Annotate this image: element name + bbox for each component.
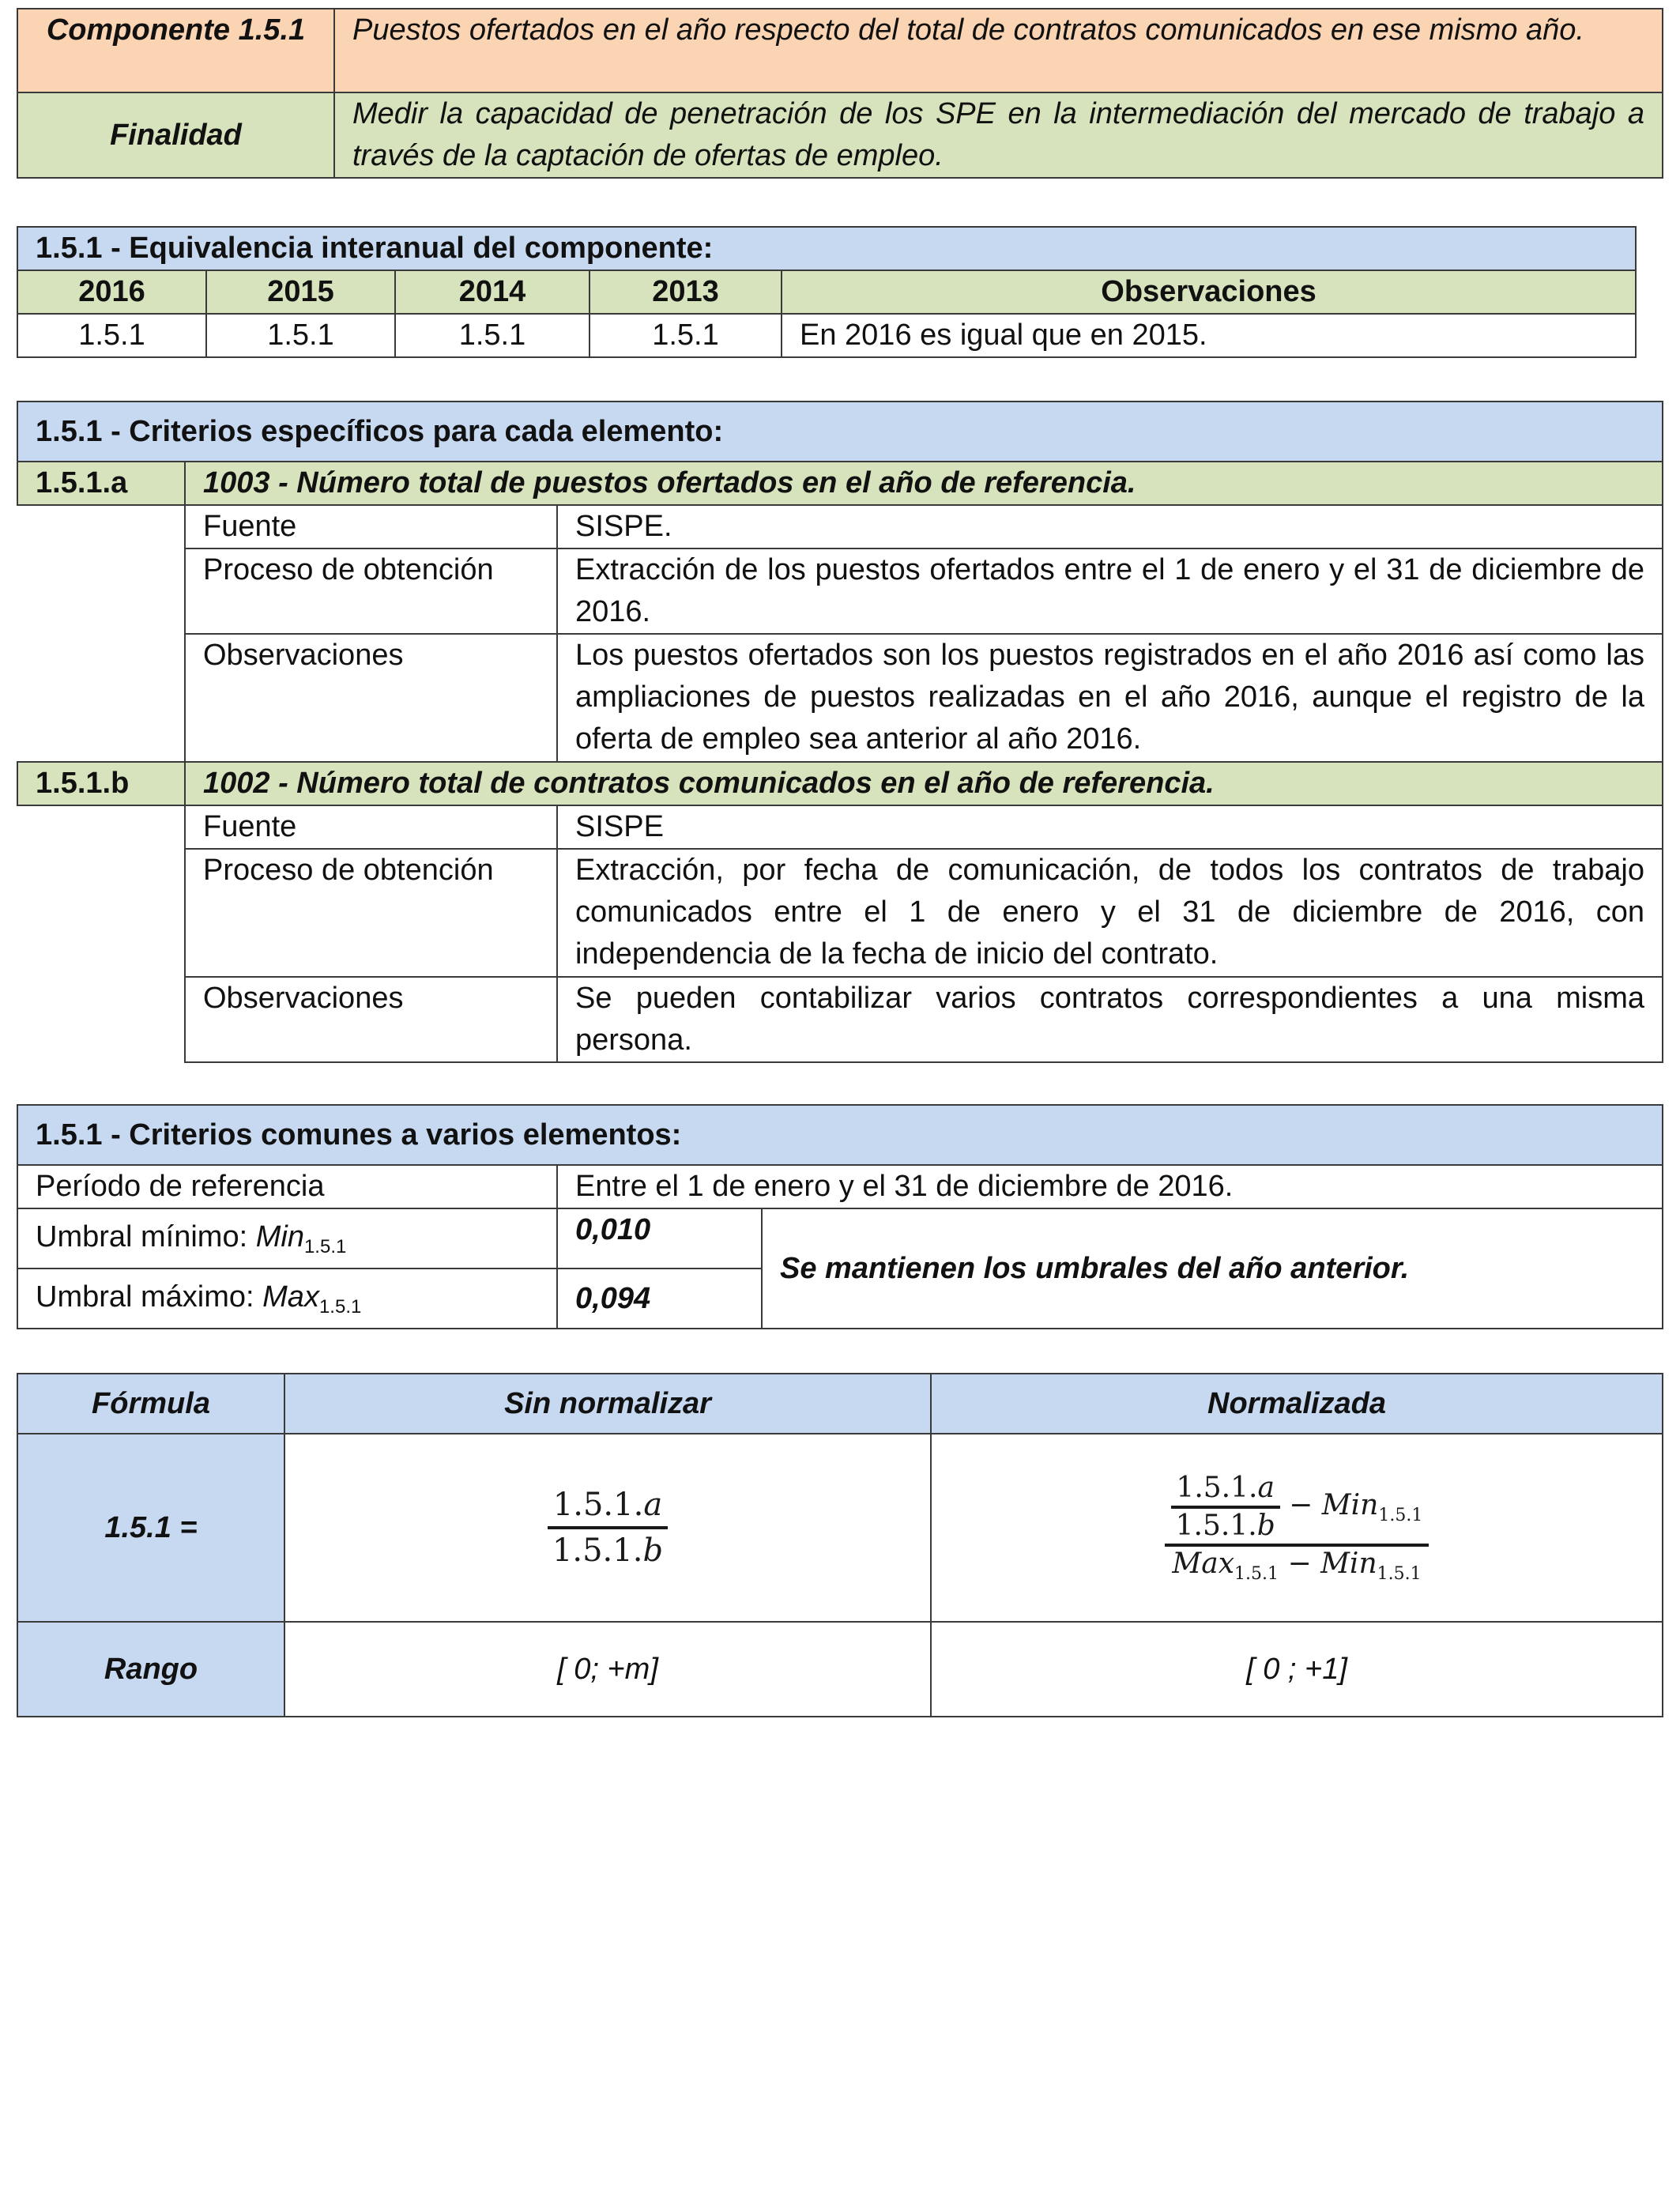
periodo-label: Período de referencia	[17, 1165, 557, 1208]
normalized-denominator	[1165, 1547, 1430, 1585]
cell-observaciones: En 2016 es igual que en 2015.	[782, 314, 1636, 357]
cell-2016: 1.5.1	[17, 314, 206, 357]
max-subscript: 1.5.1	[318, 1295, 362, 1318]
row-label: Observaciones	[185, 634, 557, 762]
equivalencia-title: 1.5.1 - Equivalencia interanual del componente:	[17, 227, 1636, 270]
min-term-sub: 1.5.1	[1377, 1563, 1422, 1584]
fraction-simple	[548, 1483, 668, 1572]
cell-2015: 1.5.1	[206, 314, 395, 357]
normalized-numerator	[1165, 1471, 1430, 1547]
rango-normalizada: [ 0 ; +1]	[931, 1622, 1663, 1717]
componente-text: Puestos ofertados en el año respecto del total de contratos comunicados en ese mismo año.	[334, 9, 1663, 92]
col-header-2014: 2014	[395, 270, 590, 314]
row-value: Los puestos ofertados son los puestos registrados en el año 2016 así como las ampliaciones de puestos realizadas en el año 2016, aunque el registro de la oferta de empleo sea anterior al año 2016.	[557, 634, 1663, 762]
element-code-b: 1.5.1.b	[17, 762, 185, 805]
finalidad-text: Medir la capacidad de penetración de los SPE en la intermediación del mercado de trabajo a través de la captación de ofertas de empleo.	[334, 92, 1663, 178]
especificos-title: 1.5.1 - Criterios específicos para cada elemento:	[17, 401, 1663, 462]
max-term: Max	[1172, 1547, 1235, 1580]
formula-sin-normalizar	[284, 1434, 931, 1622]
den-var: b	[642, 1532, 664, 1569]
normalizada-header: Normalizada	[931, 1374, 1663, 1434]
row-label: Fuente	[185, 805, 557, 849]
spacer-b	[17, 805, 185, 1062]
row-label: Proceso de obtención	[185, 548, 557, 634]
comunes-title: 1.5.1 - Criterios comunes a varios elementos:	[17, 1105, 1663, 1165]
fraction-numerator	[548, 1483, 668, 1529]
min-symbol: Min	[255, 1220, 304, 1253]
col-header-observaciones: Observaciones	[782, 270, 1636, 314]
row-value: Extracción, por fecha de comunicación, de todos los contratos de trabajo comunicados entre el 1 de enero y el 31 de diciembre de 2016, con independencia de la fecha de inicio del contrato.	[557, 849, 1663, 977]
fraction-denominator	[548, 1529, 668, 1572]
inner-num-var: a	[1257, 1471, 1275, 1504]
umbral-maximo-label	[17, 1269, 557, 1329]
umbrales-note: Se mantienen los umbrales del año anterior.	[762, 1208, 1663, 1329]
minus-sign: −	[1279, 1488, 1322, 1521]
equivalencia-table	[17, 226, 1637, 358]
cell-2014: 1.5.1	[395, 314, 590, 357]
col-header-2013: 2013	[590, 270, 782, 314]
inner-num-prefix: 1.5.1.	[1176, 1471, 1258, 1504]
max-symbol: Max	[262, 1280, 319, 1314]
element-code-a: 1.5.1.a	[17, 462, 185, 505]
periodo-value: Entre el 1 de enero y el 31 de diciembre de 2016.	[557, 1165, 1663, 1208]
criterios-especificos-table	[17, 401, 1663, 1063]
num-var: a	[643, 1487, 663, 1523]
min-term: Min	[1320, 1547, 1377, 1580]
umbral-minimo-label	[17, 1208, 557, 1269]
inner-den-prefix: 1.5.1.	[1175, 1509, 1257, 1542]
inner-denominator	[1171, 1509, 1280, 1544]
rango-label: Rango	[17, 1622, 284, 1717]
element-name-b: 1002 - Número total de contratos comunicados en el año de referencia.	[185, 762, 1663, 805]
row-value: Se pueden contabilizar varios contratos correspondientes a una misma persona.	[557, 977, 1663, 1062]
formula-header: Fórmula	[17, 1374, 284, 1434]
min-term-sub: 1.5.1	[1378, 1505, 1423, 1525]
umbral-minimo-value: 0,010	[557, 1208, 762, 1269]
col-header-2015: 2015	[206, 270, 395, 314]
den-prefix: 1.5.1.	[552, 1532, 643, 1569]
row-value: Extracción de los puestos ofertados entre el 1 de enero y el 31 de diciembre de 2016.	[557, 548, 1663, 634]
col-header-2016: 2016	[17, 270, 206, 314]
formula-table	[17, 1373, 1663, 1717]
inner-den-var: b	[1256, 1509, 1275, 1542]
inner-numerator	[1171, 1471, 1280, 1509]
row-label: Observaciones	[185, 977, 557, 1062]
sin-normalizar-header: Sin normalizar	[284, 1374, 931, 1434]
formula-normalizada	[931, 1434, 1663, 1622]
row-value: SISPE.	[557, 505, 1663, 548]
fraction-normalized	[1165, 1471, 1430, 1585]
max-term-sub: 1.5.1	[1234, 1563, 1279, 1584]
rango-sin-normalizar: [ 0; +m]	[284, 1622, 931, 1717]
inner-fraction	[1171, 1471, 1280, 1544]
row-value: SISPE	[557, 805, 1663, 849]
minus-sign: −	[1279, 1547, 1321, 1580]
row-label: Proceso de obtención	[185, 849, 557, 977]
criterios-comunes-table	[17, 1104, 1663, 1329]
element-name-a: 1003 - Número total de puestos ofertados en el año de referencia.	[185, 462, 1663, 505]
num-prefix: 1.5.1.	[552, 1487, 644, 1523]
componente-label: Componente 1.5.1	[17, 9, 334, 92]
umbral-maximo-value: 0,094	[557, 1269, 762, 1329]
min-subscript: 1.5.1	[303, 1235, 347, 1257]
component-header-table	[17, 8, 1663, 179]
row-label: Fuente	[185, 505, 557, 548]
spacer-a	[17, 505, 185, 762]
umbral-maximo-text: Umbral máximo:	[36, 1280, 263, 1314]
cell-2013: 1.5.1	[590, 314, 782, 357]
umbral-minimo-text: Umbral mínimo:	[36, 1220, 256, 1253]
formula-row-label: 1.5.1 =	[17, 1434, 284, 1622]
finalidad-label: Finalidad	[17, 92, 334, 178]
min-term: Min	[1321, 1488, 1379, 1521]
